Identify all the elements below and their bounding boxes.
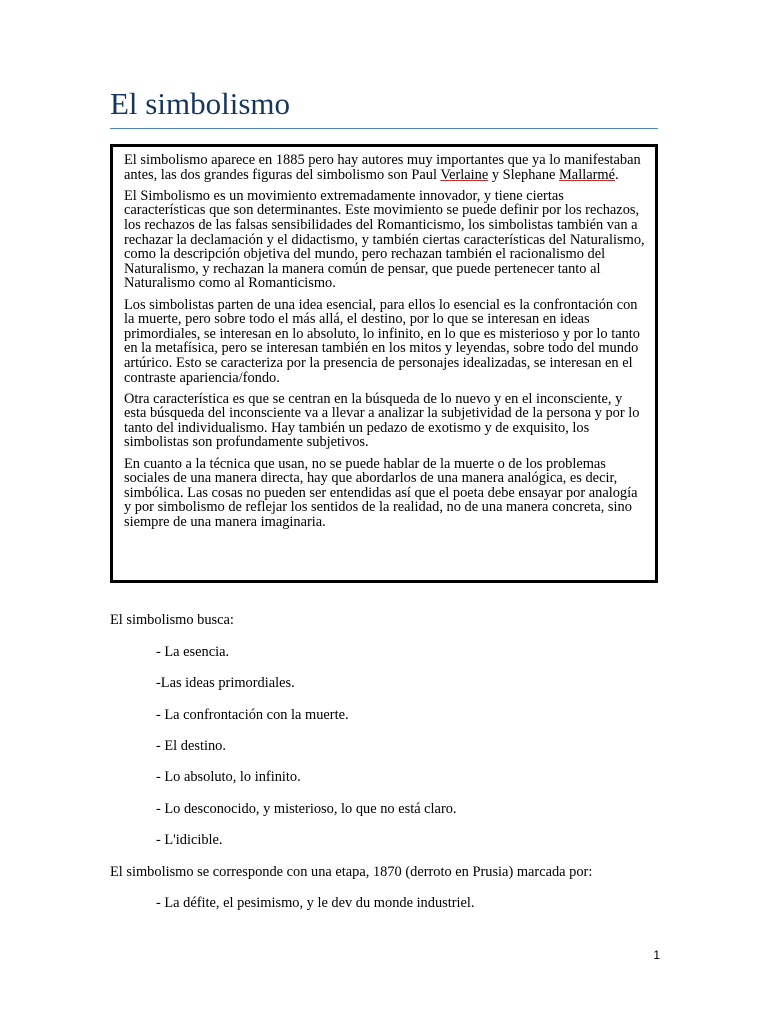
box-paragraph-5: En cuanto a la técnica que usan, no se puede hablar de la muerte o de los problemas sociales de una manera directa, hay que abordarlos de una manera analógica, es decir, simbólica. Las cosas no pueden ser entendidas así que el poeta debe ensayar por analogía y por simbolismo de reflejar los sentidos de la realidad, no de una manera concreta, sino siempre de una manera imaginaria. <box>124 455 638 531</box>
page-number: 1 <box>653 948 660 962</box>
list-item: - Lo absoluto, lo infinito. <box>156 769 301 785</box>
list-item: - El destino. <box>156 738 226 754</box>
page-title: El simbolismo <box>110 86 290 121</box>
busca-intro: El simbolismo busca: <box>110 612 234 628</box>
title-underline-rule <box>110 128 658 129</box>
list-item: - La confrontación con la muerte. <box>156 707 349 723</box>
box-paragraph-1-text: El simbolismo aparece en 1885 pero hay autores muy importantes que ya lo manifestaban antes, las dos grandes figuras del simbolismo son Paul <box>124 152 641 183</box>
list-item: - Lo desconocido, y misterioso, lo que no está claro. <box>156 801 457 817</box>
box-paragraph-1-mid: y Slephane <box>488 166 560 183</box>
list-item: -Las ideas primordiales. <box>156 675 295 691</box>
box-paragraph-3: Los simbolistas parten de una idea esencial, para ellos lo esencial es la confrontación con la muerte, pero sobre todo el más allá, el destino, por lo que se interesan en ideas primordiales, se interesan en lo absoluto, lo infinito, en lo que es misterioso y por lo tanto en la metafísica, pero se interesan también en los mitos y leyendas, sobre todo del mundo artúrico. Esto se caracteriza por la presencia de personajes idealizadas, se interesan en el contraste apariencia/fondo. <box>124 296 640 386</box>
box-paragraph-2: El Simbolismo es un movimiento extremadamente innovador, y tiene ciertas características que son determinantes. Este movimiento se puede definir por los rechazos, los rechazos de las falsas sensibilidades del Romanticismo, los simbolistas también van a rechazar la declamación y el didactismo, y también ciertas características del Naturalismo, como la descripción objetiva del mundo, pero rechazan también el racionalismo del Naturalismo, y rechazan la manera común de pensar, que puede pertenecer tanto al Naturalismo como al Romanticismo. <box>124 187 645 292</box>
bordered-text-box <box>110 144 658 583</box>
box-paragraph-1-end: . <box>614 166 619 183</box>
author-name-verlaine: Verlaine <box>440 166 489 183</box>
box-paragraph-1 <box>124 153 645 182</box>
author-name-mallarme: Mallarmé <box>559 166 615 183</box>
list-item: - L'idicible. <box>156 832 223 848</box>
list-item: - La esencia. <box>156 644 230 660</box>
list-item: - La défite, el pesimismo, y le dev du monde industriel. <box>156 895 475 911</box>
etapa-intro: El simbolismo se corresponde con una etapa, 1870 (derroto en Prusia) marcada por: <box>110 864 593 880</box>
box-paragraph-4: Otra característica es que se centran en la búsqueda de lo nuevo y en el inconsciente, y esta búsqueda del inconsciente va a llevar a analizar la subjetividad de la persona y por lo tanto del individualismo. Hay también un pedazo de exotismo y de exquisito, los simbolistas son profundamente subjetivos. <box>124 390 640 451</box>
